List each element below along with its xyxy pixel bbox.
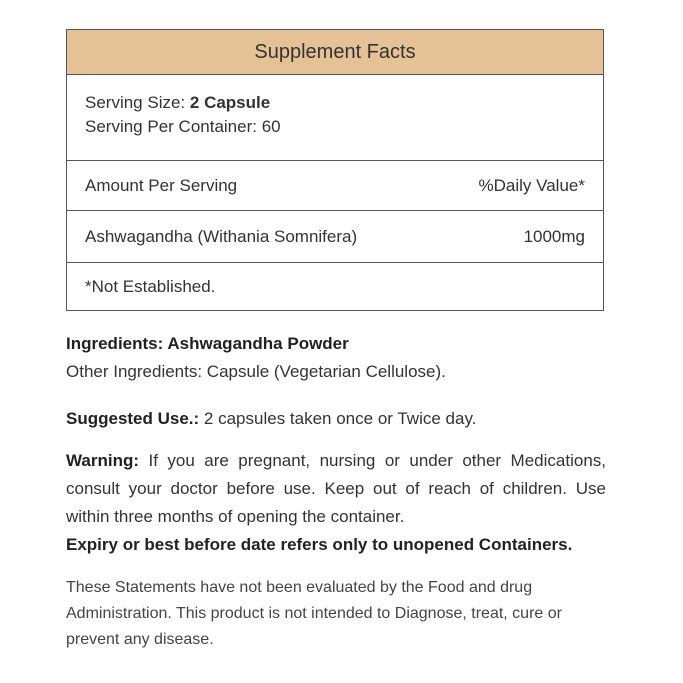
warning-label: Warning: <box>66 451 140 470</box>
serving-size <box>85 91 585 115</box>
ingredients-value: Ashwagandha Powder <box>167 334 349 353</box>
suggested-use-label: Suggested Use.: <box>66 409 200 428</box>
warning-text: If you are pregnant, nursing or under other Medications, consult your doctor before use. Keep out of reach of children. Use within three months of opening the container. <box>66 451 606 526</box>
facts-title: Supplement Facts <box>67 30 603 75</box>
ingredient-name: Ashwagandha (Withania Somnifera) <box>85 226 358 246</box>
suggested-use-text: 2 capsules taken once or Twice day. <box>199 409 477 428</box>
ingredients-label: Ingredients: <box>66 334 168 353</box>
amount-header-row <box>67 161 603 211</box>
suggested-use-section <box>66 405 606 433</box>
warning-section <box>66 447 606 559</box>
ingredient-row <box>67 211 603 263</box>
other-ingredients: Other Ingredients: Capsule (Vegetarian Cellulose). <box>66 362 446 381</box>
expiry-note: Expiry or best before date refers only to unopened Containers. <box>66 535 573 554</box>
warning-paragraph <box>66 447 606 531</box>
serving-size-value: 2 Capsule <box>189 93 271 112</box>
ingredients-line <box>66 330 606 358</box>
serving-info <box>67 75 603 161</box>
servings-per-container: Serving Per Container: 60 <box>85 117 281 136</box>
amount-label: Amount Per Serving <box>85 175 238 195</box>
fda-statement: These Statements have not been evaluated by the Food and drug Administration. This product is not intended to Diagnose, treat, cure or prevent any disease. <box>66 579 562 648</box>
ingredient-amount: 1000mg <box>523 226 585 246</box>
serving-size-label: Serving Size: <box>85 93 190 112</box>
supplement-facts-table <box>66 29 604 311</box>
not-established-note: *Not Established. <box>85 276 216 296</box>
daily-value-label: %Daily Value* <box>478 175 585 195</box>
ingredients-section <box>66 330 606 386</box>
